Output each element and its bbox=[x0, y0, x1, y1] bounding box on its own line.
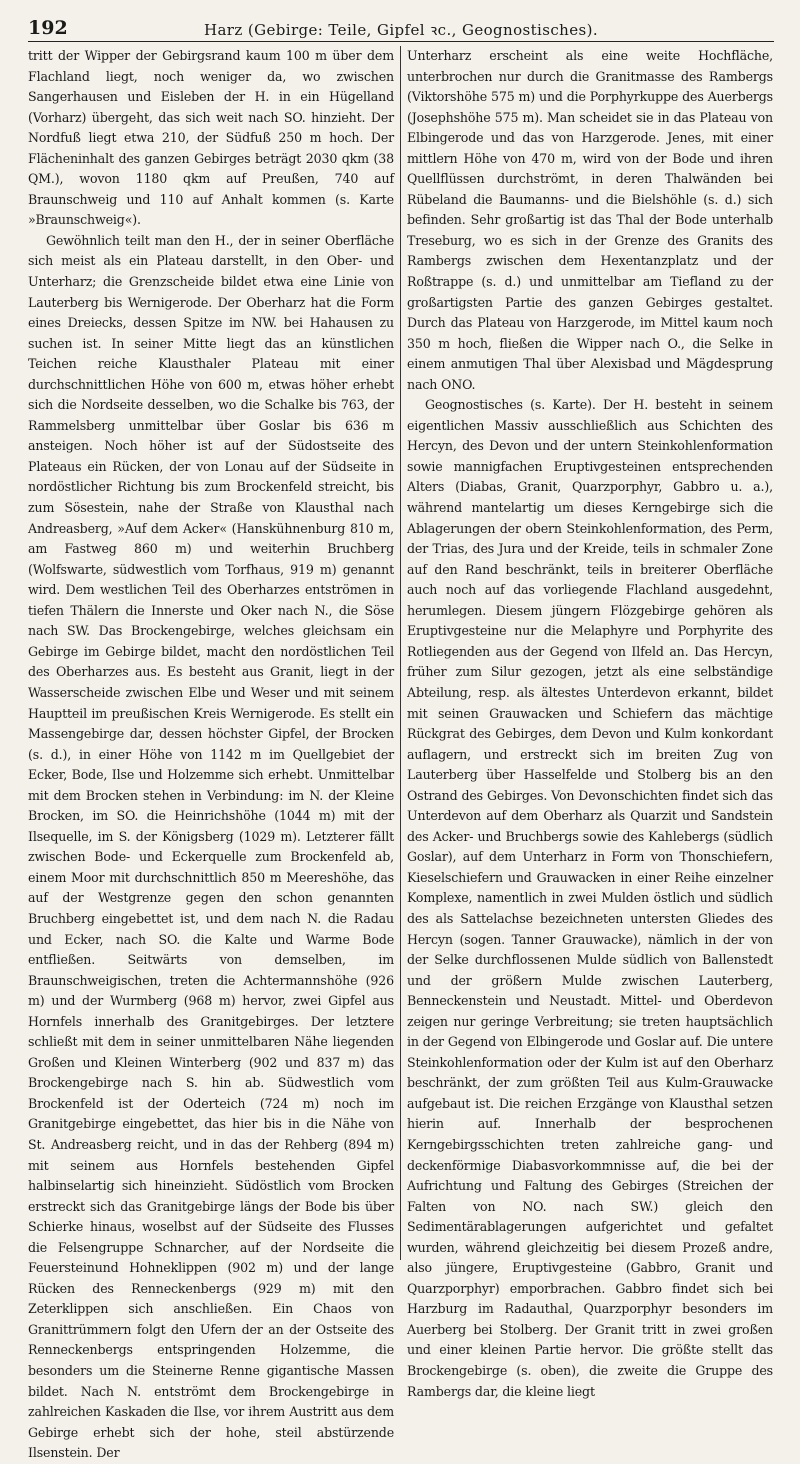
page-header bbox=[28, 12, 774, 42]
paragraph: tritt der Wipper der Gebirgsrand kaum 100 m über dem Flachland liegt, noch weniger da, wo zwischen Sangerhausen und Eisleben der H. in ein Hügelland (Vorharz) übergeht, das sich weit nach SO. hinzieht. Der Nordfuß liegt etwa 210, der Südfuß 250 m hoch. Der Flächeninhalt des ganzen Gebirges beträgt 2030 qkm (38 QM.), wovon 1180 qkm auf Preußen, 740 auf Braunschweig und 110 auf Anhalt kommen (s. Karte »Braunschweig«). bbox=[28, 48, 394, 228]
running-head: Harz (Gebirge: Teile, Gipfel ꝛc., Geognostisches). bbox=[203, 21, 599, 39]
paragraph: Unterharz erscheint als eine weite Hochfläche, unterbrochen nur durch die Granitmasse des Rambergs (Viktorshöhe 575 m) und die Porphyrkuppe des Auerbergs (Josephshöhe 575 m). Man scheidet sie in das Plateau von Elbingerode und das von Harzgerode. Jenes, mit einer mittlern Höhe von 470 m, wird von der Bode und ihren Quellflüssen durchströmt, in deren Thalwänden bei Rübeland die Baumanns- und die Bielshöhle (s. d.) sich befinden. Sehr großartig ist das Thal der Bode unterhalb Treseburg, wo es sich in der Grenze des Granits des Rambergs zwischen dem Hexentanzplatz und der Roßtrappe (s. d.) und unmittelbar am Tiefland zu der großartigsten Partie des ganzen Gebirges gestaltet. Durch das Plateau von Harzgerode, im Mittel kaum noch 350 m hoch, fließen die Wipper nach O., die Selke in einem anmutigen Thal über Alexisbad und Mägdesprung nach ONO. bbox=[407, 48, 773, 392]
paragraph: Gewöhnlich teilt man den H., der in seiner Oberfläche sich meist als ein Plateau darstellt, in den Ober- und Unterharz; die Grenzscheide bildet etwa eine Linie von Lauterberg bis Wernigerode. Der Oberharz hat die Form eines Dreiecks, dessen Spitze im NW. bei Hahausen zu suchen ist. In seiner Mitte liegt das an künstlichen Teichen reiche Klausthaler Plateau mit einer durchschnittlichen Höhe von 600 m, etwas höher erhebt sich die Nordseite desselben, wo die Schalke bis 763, der Rammelsberg unmittelbar über Goslar bis 636 m ansteigen. Noch höher ist auf der Südostseite des Plateaus ein Rücken, der von Lonau auf der Südseite in nordöstlicher Richtung bis zum Brockenfeld streicht, bis zum Sösestein, nahe der Straße von Klausthal nach Andreasberg, »Auf dem Acker« (Hanskühnenburg 810 m, am Fastweg 860 m) und weiterhin Bruchberg (Wolfswarte, südwestlich vom Torfhaus, 919 m) genannt wird. Dem westlichen Teil des Oberharzes entströmen in tiefen Thälern die Innerste und Oker nach N., die Söse nach SW. Das Brockengebirge, welches gleichsam ein Gebirge im Gebirge bildet, macht den nordöstlichen Teil des Oberharzes aus. Es besteht aus Granit, liegt in der Wasserscheide zwischen Elbe und Weser und mit seinem Hauptteil im preußischen Kreis Wernigerode. Es stellt ein Massengebirge dar, dessen höchster Gipfel, der Brocken (s. d.), in einer Höhe von 1142 m im Quellgebiet der Ecker, Bode, Ilse und Holzemme sich erhebt. Unmittelbar mit dem Brocken stehen in Verbindung: im N. der Kleine Brocken, im SO. die Heinrichshöhe (1044 m) mit der Ilsequelle, im S. der Königsberg (1029 m). Letzterer fällt zwischen Bode- und Eckerquelle zum Brockenfeld ab, einem Moor mit durchschnittlich 850 m Meereshöhe, das auf der Westgrenze gegen den schon genannten Bruchberg eingebettet ist, und dem nach N. die Radau und Ecker, nach SO. die Kalte und Warme Bode entfließen. Seitwärts von demselben, im Braunschweigischen, treten die Achtermannshöhe (926 m) und der Wurmberg (968 m) hervor, zwei Gipfel aus Hornfels innerhalb des Granitgebirges. Der letztere schließt mit dem in seiner unmittelbaren Nähe liegenden Großen und Kleinen Winterberg (902 und 837 m) das Brockengebirge nach S. hin ab. Südwestlich vom Brockenfeld ist der Oderteich (724 m) noch im Granitgebirge eingebettet, das hier bis in die Nähe von St. Andreasberg reicht, und in das der Rehberg (894 m) mit seinem aus Hornfels bestehenden Gipfel halbinselartig sich hineinzieht. Südöstlich vom Brocken erstreckt sich das Granitgebirge längs der Bode bis über Schierke hinaus, woselbst auf der Südseite des Flusses die Felsengruppe Schnarcher, auf der Nordseite die Feuersteinund Hohneklippen (902 m) und der lange Rücken des Renneckenbergs (929 m) mit den Zeterklippen sich anschließen. Ein Chaos von Granittrümmern folgt den Ufern der an der Ostseite des Renneckenbergs entspringenden Holzemme, die besonders um die Steinerne Renne gigantische Massen bildet. Nach N. entströmt dem Brockengebirge in zahlreichen Kaskaden die Ilse, vor ihrem Austritt aus dem Gebirge erhebt sich der hohe, steil abstürzende Ilsenstein. Der bbox=[28, 232, 394, 1461]
paragraph: Geognostisches (s. Karte). Der H. besteht in seinem eigentlichen Massiv ausschließlich aus Schichten des Hercyn, des Devon und der untern Steinkohlenformation sowie mannigfachen Eruptivgesteinen entsprechenden Alters (Diabas, Granit, Quarzporphyr, Gabbro u. a.), während mantelartig um dieses Kerngebirge sich die Ablagerungen der obern Steinkohlenformation, des Perm, der Trias, des Jura und der Kreide, teils in schmaler Zone auf den Rand beschränkt, teils in breiterer Oberfläche auch noch auf das vorliegende Flachland ausgedehnt, herumlegen. Diesem jüngern Flözgebirge gehören als Eruptivgesteine nur die Melaphyre und Porphyrite des Rotliegenden aus der Gegend von Ilfeld an. Das Hercyn, früher zum Silur gezogen, jetzt als eine selbständige Abteilung, resp. als ältestes Unterdevon erkannt, bildet mit seinen Grauwacken und Schiefern das mächtige Rückgrat des Gebirges, dem Devon und Kulm konkordant auflagern, und erstreckt sich im breiten Zug von Lauterberg über Hasselfelde und Stolberg bis an den Ostrand des Gebirges. Von Devonschichten findet sich das Unterdevon auf dem Oberharz als Quarzit und Sandstein des Acker- und Bruchbergs sowie des Kahlebergs (südlich Goslar), auf dem Unterharz in Form von Thonschiefern, Kieselschiefern und Grauwacken in einer Reihe einzelner Komplexe, namentlich in zwei Mulden östlich und südlich des als Sattelachse bezeichneten untersten Gliedes des Hercyn (sogen. Tanner Grauwacke), nämlich in der von der Selke durchflossenen Mulde südlich von Ballenstedt und der größern Mulde zwischen Lauterberg, Benneckenstein und Neustadt. Mittel- und Oberdevon zeigen nur geringe Verbreitung; sie treten hauptsächlich in der Gegend von Elbingerode und Goslar auf. Die untere Steinkohlenformation oder der Kulm ist auf den Oberharz beschränkt, der zum größten Teil aus Kulm-Grauwacke aufgebaut ist. Die reichen Erzgänge von Klausthal setzen hierin auf. Innerhalb der besprochenen Kerngebirgsschichten treten zahlreiche gang- und deckenförmige Diabasvorkommnisse auf, die bei der Aufrichtung und Faltung des Gebirges (Streichen der Falten von NO. nach SW.) gleich den Sedimentärablagerungen aufgerichtet und gefaltet wurden, während gleichzeitig bei diesem Prozeß andre, also jüngere, Eruptivgesteine (Gabbro, Granit und Quarzporphyr) emporbrachen. Gabbro findet sich bei Harzburg im Radauthal, Quarzporphyr besonders im Auerberg bei Stolberg. Der Granit tritt in zwei großen und einer kleinen Partie hervor. Die größte stellt das Brockengebirge (s. oben), die zweite die Gruppe des Rambergs dar, die kleine liegt bbox=[407, 397, 773, 1399]
text-columns bbox=[28, 46, 774, 1461]
left-column bbox=[28, 46, 394, 1461]
page bbox=[28, 12, 774, 1461]
page-number: 192 bbox=[28, 17, 68, 39]
right-column bbox=[407, 46, 773, 1399]
column-divider bbox=[400, 46, 401, 1260]
